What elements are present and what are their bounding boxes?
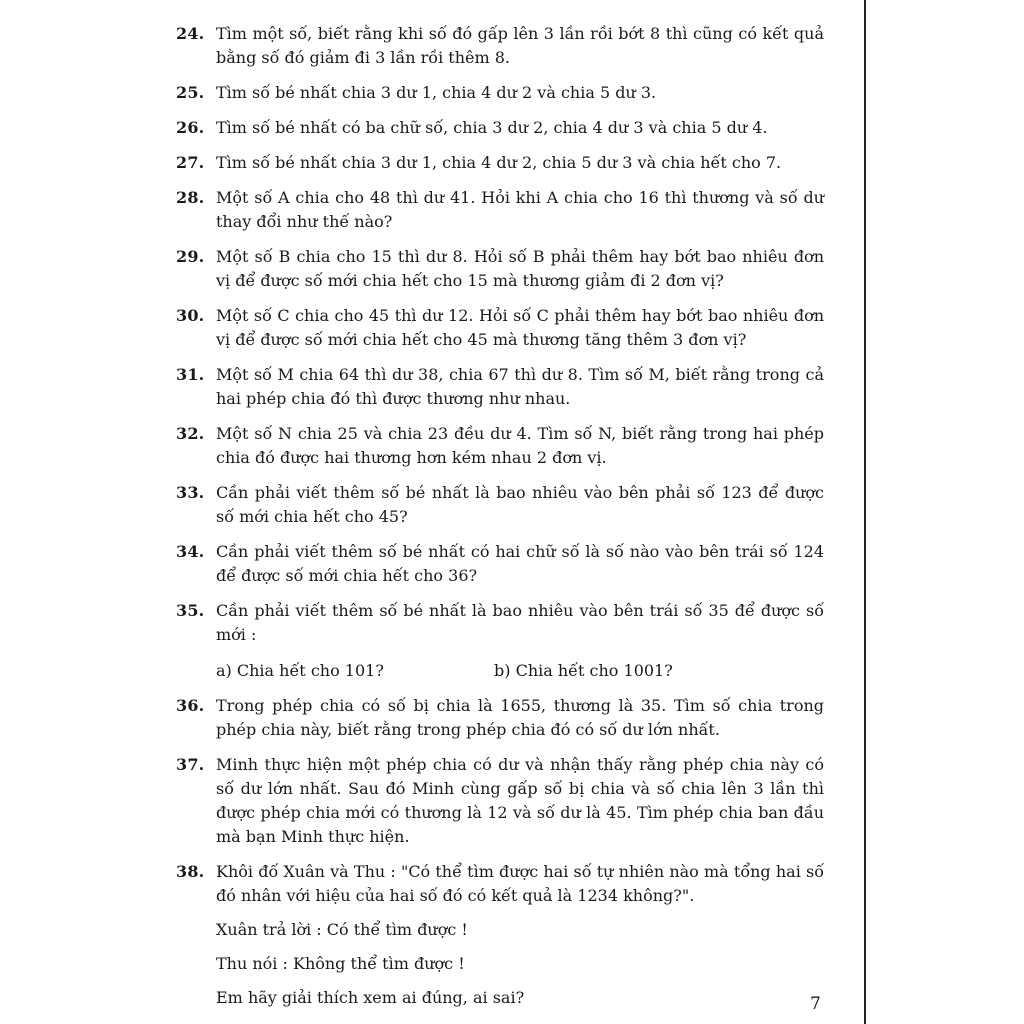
option-a: a) Chia hết cho 101? — [216, 661, 384, 680]
problem-29 — [176, 245, 824, 293]
problem-37 — [176, 753, 824, 849]
problem-text: Khôi đố Xuân và Thu : "Có thể tìm được hai số tự nhiên nào mà tổng hai số đó nhân với hiệu của hai số đó có kết quả là 1234 không?". — [216, 862, 824, 905]
problem-text: Tìm số bé nhất chia 3 dư 1, chia 4 dư 2 và chia 5 dư 3. — [216, 83, 657, 102]
answer-options — [216, 659, 824, 683]
answer-line-xuan: Xuân trả lời : Có thể tìm được ! — [216, 920, 468, 939]
problem-24 — [176, 22, 824, 70]
problem-text: Tìm một số, biết rằng khi số đó gấp lên 3 lần rồi bớt 8 thì cũng có kết quả bằng số đó giảm đi 3 lần rồi thêm 8. — [216, 24, 824, 67]
answer-line-thu: Thu nói : Không thể tìm được ! — [216, 954, 465, 973]
problem-text: Một số A chia cho 48 thì dư 41. Hỏi khi A chia cho 16 thì thương và số dư thay đổi như thế nào? — [216, 188, 824, 231]
problem-text: Trong phép chia có số bị chia là 1655, thương là 35. Tìm số chia trong phép chia này, biết rằng trong phép chia đó có số dư lớn nhất. — [216, 696, 824, 739]
problem-number: 31. — [176, 365, 205, 384]
problem-number: 27. — [176, 153, 205, 172]
problem-number: 36. — [176, 696, 205, 715]
problem-text: Cần phải viết thêm số bé nhất là bao nhiêu vào bên phải số 123 để được số mới chia hết cho 45? — [216, 483, 824, 526]
problem-text: Tìm số bé nhất có ba chữ số, chia 3 dư 2, chia 4 dư 3 và chia 5 dư 4. — [216, 118, 768, 137]
problem-number: 26. — [176, 118, 205, 137]
problem-26 — [176, 116, 824, 140]
problem-25 — [176, 81, 824, 105]
problem-list — [176, 22, 824, 1021]
problem-text: Một số B chia cho 15 thì dư 8. Hỏi số B phải thêm hay bớt bao nhiêu đơn vị để được số mới chia hết cho 15 mà thương giảm đi 2 đơn vị? — [216, 247, 824, 290]
problem-27 — [176, 151, 824, 175]
problem-number: 24. — [176, 24, 205, 43]
page-edge-line — [864, 0, 866, 1024]
problem-36 — [176, 694, 824, 742]
problem-31 — [176, 363, 824, 411]
problem-34 — [176, 540, 824, 588]
problem-number: 35. — [176, 601, 205, 620]
problem-number: 37. — [176, 755, 205, 774]
problem-number: 30. — [176, 306, 205, 325]
problem-38 — [176, 860, 824, 1010]
question-line: Em hãy giải thích xem ai đúng, ai sai? — [216, 988, 525, 1007]
option-b: b) Chia hết cho 1001? — [494, 661, 673, 680]
problem-number: 25. — [176, 83, 205, 102]
page-number: 7 — [810, 994, 821, 1014]
problem-number: 34. — [176, 542, 205, 561]
problem-number: 29. — [176, 247, 205, 266]
problem-28 — [176, 186, 824, 234]
problem-33 — [176, 481, 824, 529]
problem-number: 33. — [176, 483, 205, 502]
problem-number: 32. — [176, 424, 205, 443]
problem-text: Một số C chia cho 45 thì dư 12. Hỏi số C phải thêm hay bớt bao nhiêu đơn vị để được số mới chia hết cho 45 mà thương tăng thêm 3 đơn vị? — [216, 306, 824, 349]
problem-text: Cần phải viết thêm số bé nhất có hai chữ số là số nào vào bên trái số 124 để được số mới chia hết cho 36? — [216, 542, 824, 585]
problem-32 — [176, 422, 824, 470]
problem-text: Minh thực hiện một phép chia có dư và nhận thấy rằng phép chia này có số dư lớn nhất. Sau đó Minh cùng gấp số bị chia và số chia lên 3 lần thì được phép chia mới có thương là 12 và số dư là 45. Tìm phép chia ban đầu mà bạn Minh thực hiện. — [216, 755, 824, 846]
problem-number: 28. — [176, 188, 205, 207]
problem-text: Tìm số bé nhất chia 3 dư 1, chia 4 dư 2, chia 5 dư 3 và chia hết cho 7. — [216, 153, 782, 172]
problem-text: Một số N chia 25 và chia 23 đều dư 4. Tìm số N, biết rằng trong hai phép chia đó được hai thương hơn kém nhau 2 đơn vị. — [216, 424, 824, 467]
problem-35 — [176, 599, 824, 683]
problem-text: Cần phải viết thêm số bé nhất là bao nhiêu vào bên trái số 35 để được số mới : — [216, 601, 824, 644]
problem-text: Một số M chia 64 thì dư 38, chia 67 thì dư 8. Tìm số M, biết rằng trong cả hai phép chia đó thì được thương như nhau. — [216, 365, 824, 408]
problem-number: 38. — [176, 862, 205, 881]
problem-30 — [176, 304, 824, 352]
